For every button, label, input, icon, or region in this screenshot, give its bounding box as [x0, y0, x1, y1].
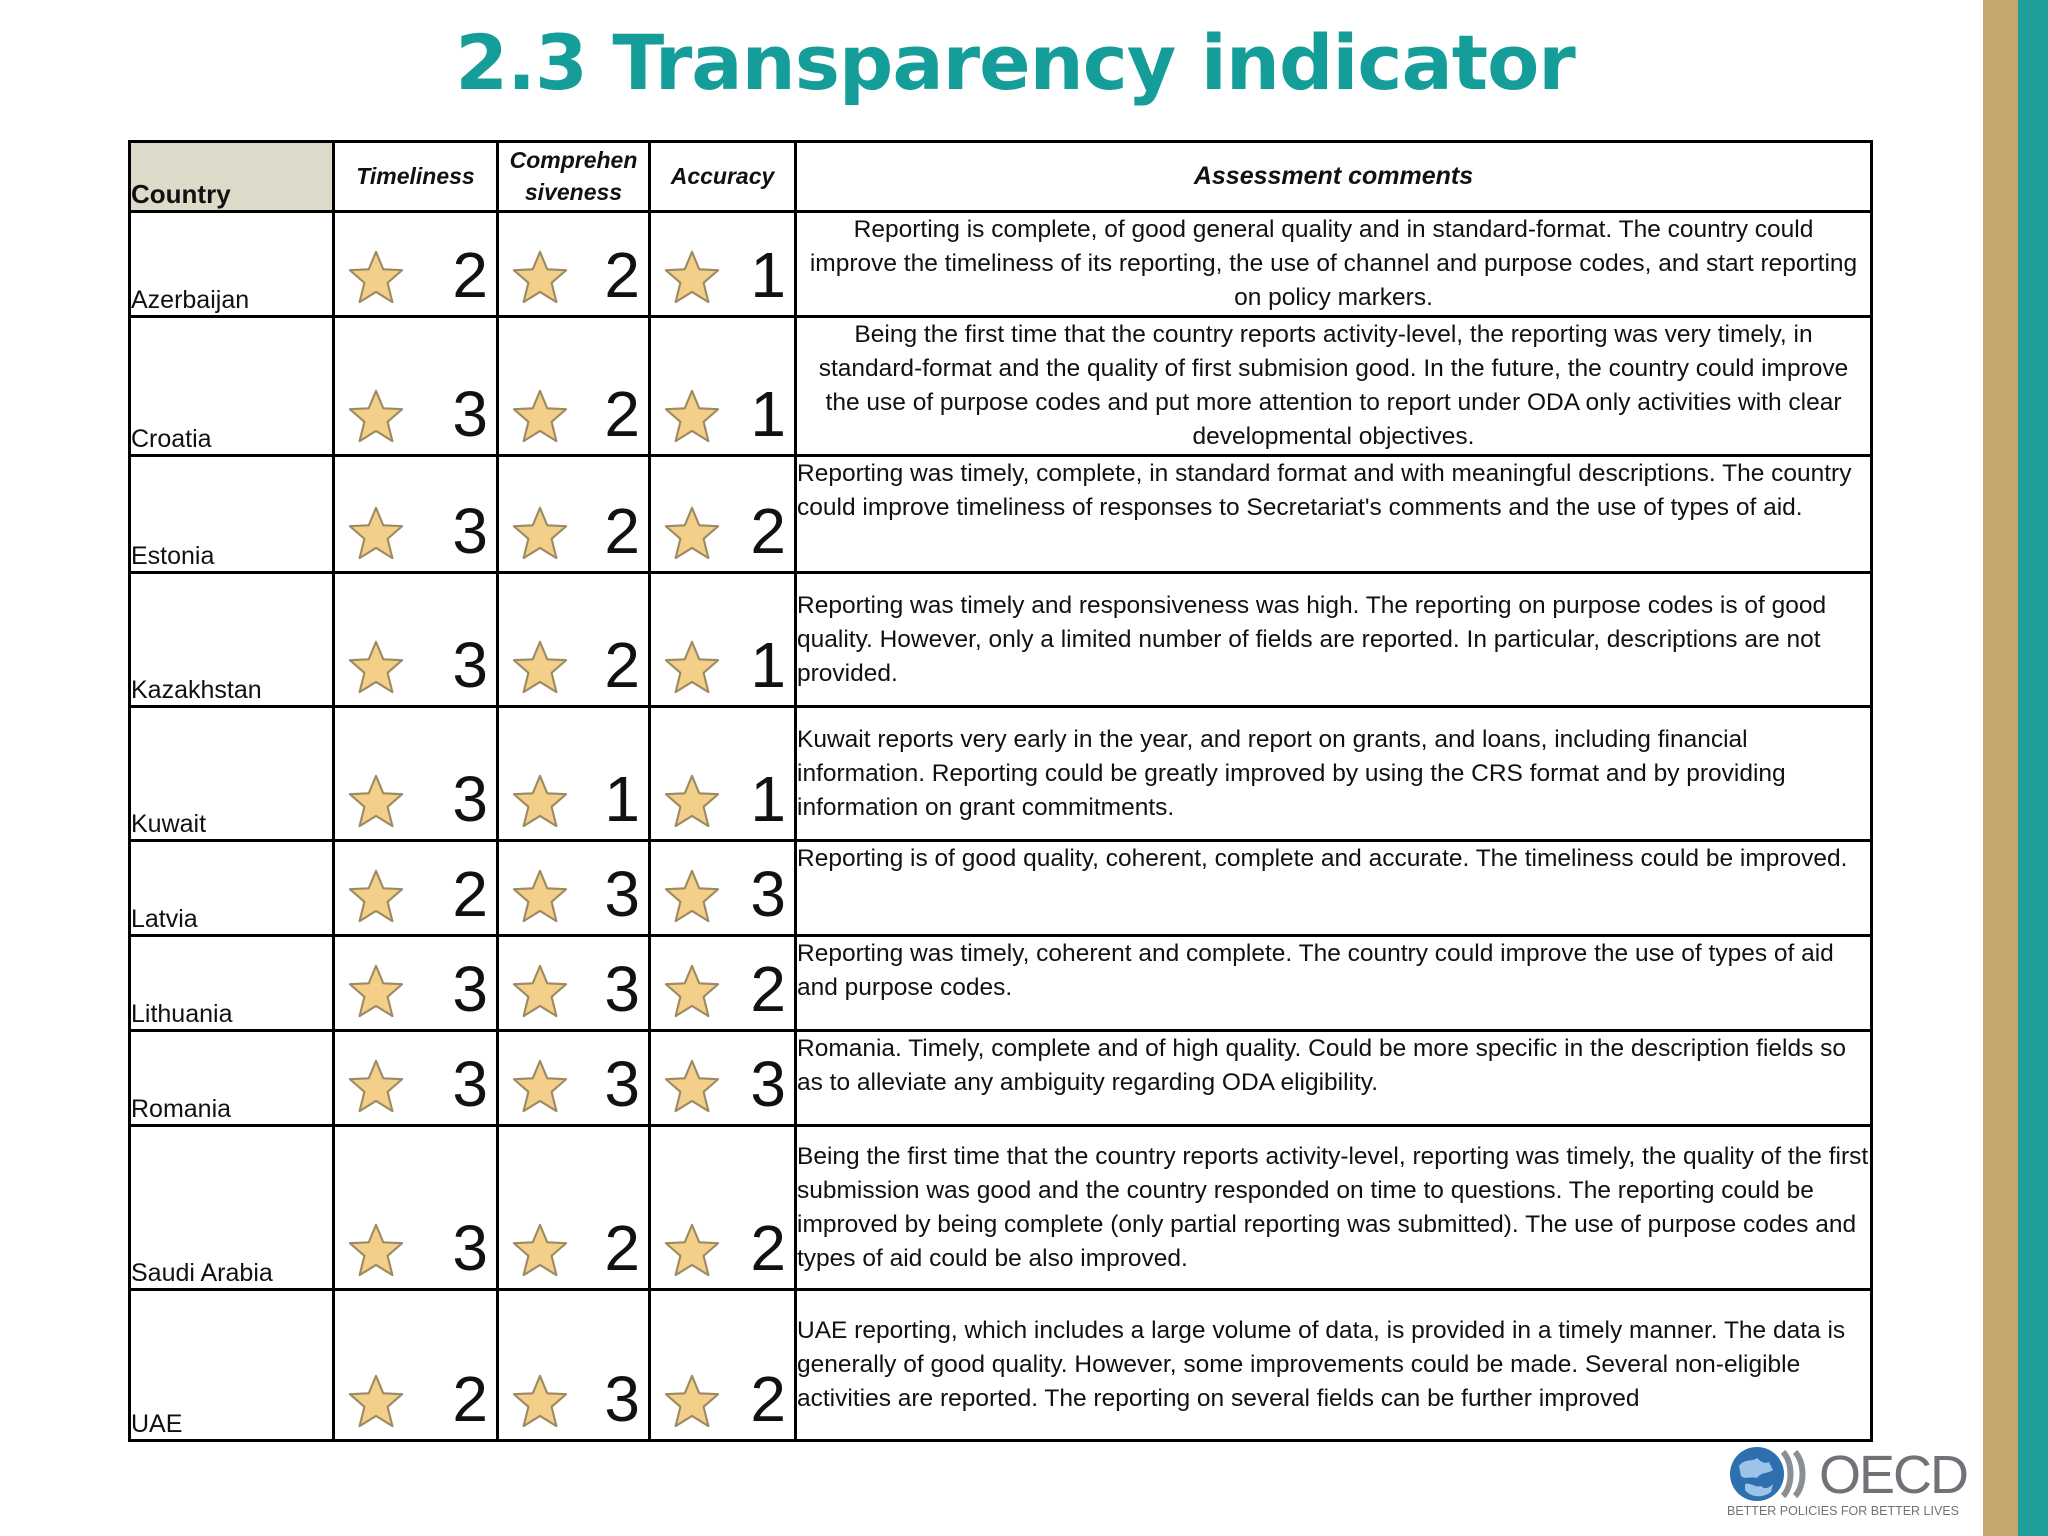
country-cell: Croatia	[130, 317, 334, 456]
assessment-comment-cell: Reporting is of good quality, coherent, complete and accurate. The timeliness could be improved.	[796, 841, 1872, 936]
header-assessment-comments: Assessment comments	[796, 142, 1872, 212]
assessment-comment-cell: Reporting was timely, complete, in standard format and with meaningful descriptions. The country could improve timeliness of responses to Secretariat's comments and the use of types of aid.	[796, 456, 1872, 573]
assessment-comment-cell: UAE reporting, which includes a large volume of data, is provided in a timely manner. The data is generally of good quality. However, some improvements could be made. Several non-eligible activities are reported. The reporting on several fields can be further improved	[796, 1290, 1872, 1441]
header-accuracy: Accuracy	[650, 142, 796, 212]
table-row	[130, 936, 1872, 1031]
star-icon	[347, 639, 405, 695]
accuracy-score-cell	[650, 573, 796, 707]
comprehensiveness-score-value: 2	[604, 629, 640, 702]
oecd-wordmark: OECD	[1819, 1445, 1968, 1505]
timeliness-score-value: 2	[452, 1363, 488, 1436]
star-icon	[511, 388, 569, 444]
timeliness-score-cell	[334, 456, 498, 573]
country-cell: Azerbaijan	[130, 212, 334, 317]
accuracy-score-value: 2	[750, 495, 786, 568]
comprehensiveness-score-value: 3	[604, 1048, 640, 1121]
comprehensiveness-score-value: 3	[604, 858, 640, 931]
comprehensiveness-score-value: 2	[604, 1212, 640, 1285]
star-icon	[663, 639, 721, 695]
accuracy-score-cell	[650, 317, 796, 456]
country-cell: Estonia	[130, 456, 334, 573]
timeliness-score-cell	[334, 317, 498, 456]
comprehensiveness-score-value: 1	[604, 763, 640, 836]
comprehensiveness-score-cell	[498, 841, 650, 936]
star-icon	[663, 773, 721, 829]
timeliness-score-cell	[334, 1290, 498, 1441]
comprehensiveness-score-cell	[498, 1031, 650, 1126]
star-icon	[511, 963, 569, 1019]
timeliness-score-value: 3	[452, 1212, 488, 1285]
comprehensiveness-score-value: 2	[604, 239, 640, 312]
assessment-comment-cell: Being the first time that the country reports activity-level, reporting was timely, the quality of the first submission was good and the country responded on time to questions. The reporting could be improved by being complete (only partial reporting was submitted). The use of purpose codes and types of aid could be also improved.	[796, 1126, 1872, 1290]
comprehensiveness-score-cell	[498, 936, 650, 1031]
comprehensiveness-score-value: 2	[604, 495, 640, 568]
star-icon	[511, 1222, 569, 1278]
comprehensiveness-score-cell	[498, 456, 650, 573]
assessment-comment-cell: Reporting was timely, coherent and complete. The country could improve the use of types of aid and purpose codes.	[796, 936, 1872, 1031]
star-icon	[347, 249, 405, 305]
star-icon	[663, 1222, 721, 1278]
star-icon	[663, 249, 721, 305]
assessment-comment-cell: Kuwait reports very early in the year, and report on grants, and loans, including financial information. Reporting could be greatly improved by using the CRS format and by providing information on grant commitments.	[796, 707, 1872, 841]
star-icon	[347, 868, 405, 924]
oecd-tagline: BETTER POLICIES FOR BETTER LIVES	[1727, 1504, 1959, 1518]
table-row	[130, 841, 1872, 936]
comprehensiveness-score-cell	[498, 1126, 650, 1290]
star-icon	[511, 1373, 569, 1429]
country-cell: Romania	[130, 1031, 334, 1126]
oecd-logo	[1727, 1442, 1983, 1522]
timeliness-score-cell	[334, 707, 498, 841]
table-row	[130, 317, 1872, 456]
comprehensiveness-score-value: 3	[604, 1363, 640, 1436]
accuracy-score-cell	[650, 1031, 796, 1126]
timeliness-score-value: 2	[452, 858, 488, 931]
timeliness-score-value: 3	[452, 629, 488, 702]
star-icon	[663, 1373, 721, 1429]
comprehensiveness-score-cell	[498, 212, 650, 317]
star-icon	[347, 388, 405, 444]
star-icon	[663, 505, 721, 561]
accuracy-score-cell	[650, 1126, 796, 1290]
header-country: Country	[130, 142, 334, 212]
page-title: 2.3 Transparency indicator	[455, 18, 1575, 107]
assessment-comment-cell: Reporting is complete, of good general quality and in standard-format. The country could improve the timeliness of its reporting, the use of channel and purpose codes, and start reporting on policy markers.	[796, 212, 1872, 317]
star-icon	[347, 1222, 405, 1278]
star-icon	[663, 388, 721, 444]
accuracy-score-value: 2	[750, 1363, 786, 1436]
accuracy-score-value: 3	[750, 858, 786, 931]
star-icon	[511, 249, 569, 305]
star-icon	[663, 963, 721, 1019]
timeliness-score-value: 3	[452, 378, 488, 451]
table-row	[130, 1031, 1872, 1126]
timeliness-score-value: 3	[452, 1048, 488, 1121]
country-cell: Lithuania	[130, 936, 334, 1031]
table-row	[130, 456, 1872, 573]
star-icon	[347, 963, 405, 1019]
timeliness-score-cell	[334, 1031, 498, 1126]
table-row	[130, 1126, 1872, 1290]
table-row	[130, 707, 1872, 841]
timeliness-score-value: 3	[452, 763, 488, 836]
accuracy-score-cell	[650, 212, 796, 317]
comprehensiveness-score-value: 2	[604, 378, 640, 451]
accuracy-score-value: 3	[750, 1048, 786, 1121]
star-icon	[511, 868, 569, 924]
accuracy-score-cell	[650, 841, 796, 936]
timeliness-score-cell	[334, 573, 498, 707]
country-cell: Saudi Arabia	[130, 1126, 334, 1290]
side-decor-band	[1983, 0, 2048, 1536]
comprehensiveness-score-cell	[498, 1290, 650, 1441]
timeliness-score-value: 2	[452, 239, 488, 312]
table-header-row	[130, 142, 1872, 212]
table-row	[130, 1290, 1872, 1441]
star-icon	[347, 1373, 405, 1429]
accuracy-score-value: 2	[750, 1212, 786, 1285]
country-cell: Latvia	[130, 841, 334, 936]
timeliness-score-value: 3	[452, 495, 488, 568]
accuracy-score-value: 1	[750, 239, 786, 312]
comprehensiveness-score-cell	[498, 707, 650, 841]
country-cell: UAE	[130, 1290, 334, 1441]
comprehensiveness-score-cell	[498, 317, 650, 456]
accuracy-score-cell	[650, 936, 796, 1031]
comprehensiveness-score-value: 3	[604, 953, 640, 1026]
accuracy-score-cell	[650, 1290, 796, 1441]
comprehensiveness-score-cell	[498, 573, 650, 707]
timeliness-score-cell	[334, 212, 498, 317]
accuracy-score-cell	[650, 456, 796, 573]
star-icon	[511, 505, 569, 561]
timeliness-score-cell	[334, 1126, 498, 1290]
star-icon	[663, 1058, 721, 1114]
table-row	[130, 573, 1872, 707]
star-icon	[663, 868, 721, 924]
transparency-table	[128, 140, 1873, 1442]
timeliness-score-cell	[334, 841, 498, 936]
header-timeliness: Timeliness	[334, 142, 498, 212]
accuracy-score-value: 1	[750, 763, 786, 836]
accuracy-score-value: 1	[750, 378, 786, 451]
accuracy-score-cell	[650, 707, 796, 841]
star-icon	[511, 773, 569, 829]
star-icon	[347, 773, 405, 829]
country-cell: Kuwait	[130, 707, 334, 841]
oecd-globe-icon	[1727, 1444, 1819, 1504]
timeliness-score-cell	[334, 936, 498, 1031]
star-icon	[511, 1058, 569, 1114]
star-icon	[347, 505, 405, 561]
header-comprehensiveness-line2: siveness	[524, 178, 623, 205]
table-row	[130, 212, 1872, 317]
star-icon	[347, 1058, 405, 1114]
header-comprehensiveness-line1: Comprehen	[509, 147, 638, 174]
country-cell: Kazakhstan	[130, 573, 334, 707]
assessment-comment-cell: Reporting was timely and responsiveness was high. The reporting on purpose codes is of good quality. However, only a limited number of fields are reported. In particular, descriptions are not provided.	[796, 573, 1872, 707]
accuracy-score-value: 1	[750, 629, 786, 702]
timeliness-score-value: 3	[452, 953, 488, 1026]
star-icon	[511, 639, 569, 695]
assessment-comment-cell: Romania. Timely, complete and of high quality. Could be more specific in the description fields so as to alleviate any ambiguity regarding ODA eligibility.	[796, 1031, 1872, 1126]
assessment-comment-cell: Being the first time that the country reports activity-level, the reporting was very timely, in standard-format and the quality of first submision good. In the future, the country could improve the use of purpose codes and put more attention to report under ODA only activities with clear developmental objectives.	[796, 317, 1872, 456]
header-comprehensiveness	[498, 142, 650, 212]
accuracy-score-value: 2	[750, 953, 786, 1026]
